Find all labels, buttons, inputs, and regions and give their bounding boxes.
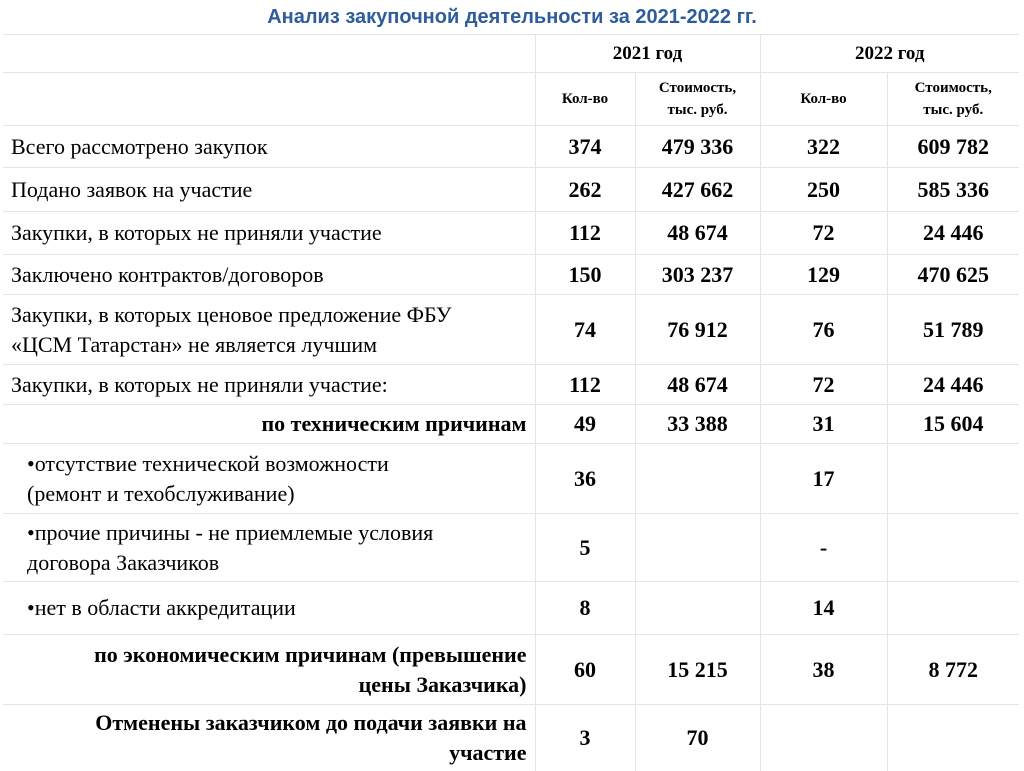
header-year-row: [3, 35, 1019, 73]
qty-2021: 8: [535, 582, 635, 635]
cost-2022: 51 789: [887, 295, 1019, 365]
row-label: [3, 295, 535, 365]
table-row: [3, 705, 1019, 771]
qty-2021: 150: [535, 255, 635, 295]
row-label-line1: Отменены заказчиком до подачи заявки на: [95, 709, 527, 735]
row-label-line1: Закупки, в которых ценовое предложение ФБУ: [11, 301, 452, 327]
row-label-line1: •отсутствие технической возможности: [27, 450, 389, 476]
header-cost-2021: [635, 73, 760, 126]
row-label-line2: участие: [449, 739, 527, 765]
qty-2021: 5: [535, 514, 635, 582]
cost-2021: 303 237: [635, 255, 760, 295]
qty-2022: 72: [760, 365, 887, 405]
header-qty-2021: Кол-во: [535, 73, 635, 126]
cost-2021: [635, 444, 760, 514]
qty-2022: 38: [760, 635, 887, 705]
cost-2022: [887, 514, 1019, 582]
row-label-line2: договора Заказчиков: [27, 549, 220, 575]
qty-2022: 31: [760, 405, 887, 444]
page-title: Анализ закупочной деятельности за 2021-2022 гг.: [267, 6, 757, 28]
cost-2022: 609 782: [887, 126, 1019, 168]
cost-2021: [635, 582, 760, 635]
qty-2021: 49: [535, 405, 635, 444]
row-label-line2: цены Заказчика): [358, 671, 527, 697]
cost-2022: 24 446: [887, 365, 1019, 405]
header-sub-row: [3, 73, 1019, 126]
table-row: [3, 514, 1019, 582]
qty-2021: 112: [535, 212, 635, 255]
qty-2021: 112: [535, 365, 635, 405]
table-row: [3, 295, 1019, 365]
qty-2021: 262: [535, 168, 635, 212]
qty-2022: 14: [760, 582, 887, 635]
qty-2022: 17: [760, 444, 887, 514]
procurement-table: [3, 34, 1019, 771]
header-empty-cell: [3, 35, 535, 73]
cost-label-line1: Стоимость,: [914, 80, 992, 96]
row-label: [3, 444, 535, 514]
cost-2022: 585 336: [887, 168, 1019, 212]
table-row: [3, 255, 1019, 295]
qty-2021: 3: [535, 705, 635, 771]
qty-2021: 74: [535, 295, 635, 365]
row-label: •нет в области аккредитации: [3, 582, 535, 635]
cost-2021: 48 674: [635, 365, 760, 405]
row-label: [3, 705, 535, 771]
cost-2021: 33 388: [635, 405, 760, 444]
row-label: [3, 635, 535, 705]
table-row: [3, 635, 1019, 705]
cost-2021: 15 215: [635, 635, 760, 705]
cost-2021: 427 662: [635, 168, 760, 212]
cost-2021: [635, 514, 760, 582]
cost-2022: [887, 582, 1019, 635]
cost-2022: 8 772: [887, 635, 1019, 705]
cost-2022: [887, 705, 1019, 771]
qty-2021: 36: [535, 444, 635, 514]
table-row: [3, 126, 1019, 168]
row-label-line1: •прочие причины - не приемлемые условия: [27, 519, 434, 545]
qty-2022: 250: [760, 168, 887, 212]
cost-2021: 479 336: [635, 126, 760, 168]
row-label: по техническим причинам: [3, 405, 535, 444]
cost-label-line1: Стоимость,: [658, 80, 737, 96]
table-row: [3, 212, 1019, 255]
row-label-line1: по экономическим причинам (превышение: [94, 641, 527, 667]
table-row: [3, 405, 1019, 444]
cost-2021: 48 674: [635, 212, 760, 255]
cost-label-line2: тыс. руб.: [923, 102, 984, 118]
row-label: Всего рассмотрено закупок: [3, 126, 535, 168]
cost-2022: 24 446: [887, 212, 1019, 255]
cost-2022: 15 604: [887, 405, 1019, 444]
qty-2021: 60: [535, 635, 635, 705]
cost-2022: [887, 444, 1019, 514]
cost-2021: 76 912: [635, 295, 760, 365]
row-label: Закупки, в которых не приняли участие: [3, 212, 535, 255]
qty-2022: 72: [760, 212, 887, 255]
row-label: [3, 514, 535, 582]
qty-2022: [760, 705, 887, 771]
qty-2022: 76: [760, 295, 887, 365]
qty-2022: -: [760, 514, 887, 582]
row-label: Закупки, в которых не приняли участие:: [3, 365, 535, 405]
cost-2021: 70: [635, 705, 760, 771]
table-row: [3, 365, 1019, 405]
header-year-2021: 2021 год: [535, 35, 760, 73]
table-row: [3, 582, 1019, 635]
row-label: Заключено контрактов/договоров: [3, 255, 535, 295]
header-cost-2022: [887, 73, 1019, 126]
table-row: [3, 444, 1019, 514]
row-label-line2: (ремонт и техобслуживание): [27, 480, 295, 506]
header-qty-2022: Кол-во: [760, 73, 887, 126]
cost-label-line2: тыс. руб.: [667, 102, 728, 118]
table-row: [3, 168, 1019, 212]
header-year-2022: 2022 год: [760, 35, 1019, 73]
header-empty-cell: [3, 73, 535, 126]
row-label-line2: «ЦСМ Татарстан» не является лучшим: [11, 331, 378, 357]
row-label: Подано заявок на участие: [3, 168, 535, 212]
cost-2022: 470 625: [887, 255, 1019, 295]
qty-2022: 129: [760, 255, 887, 295]
qty-2022: 322: [760, 126, 887, 168]
qty-2021: 374: [535, 126, 635, 168]
